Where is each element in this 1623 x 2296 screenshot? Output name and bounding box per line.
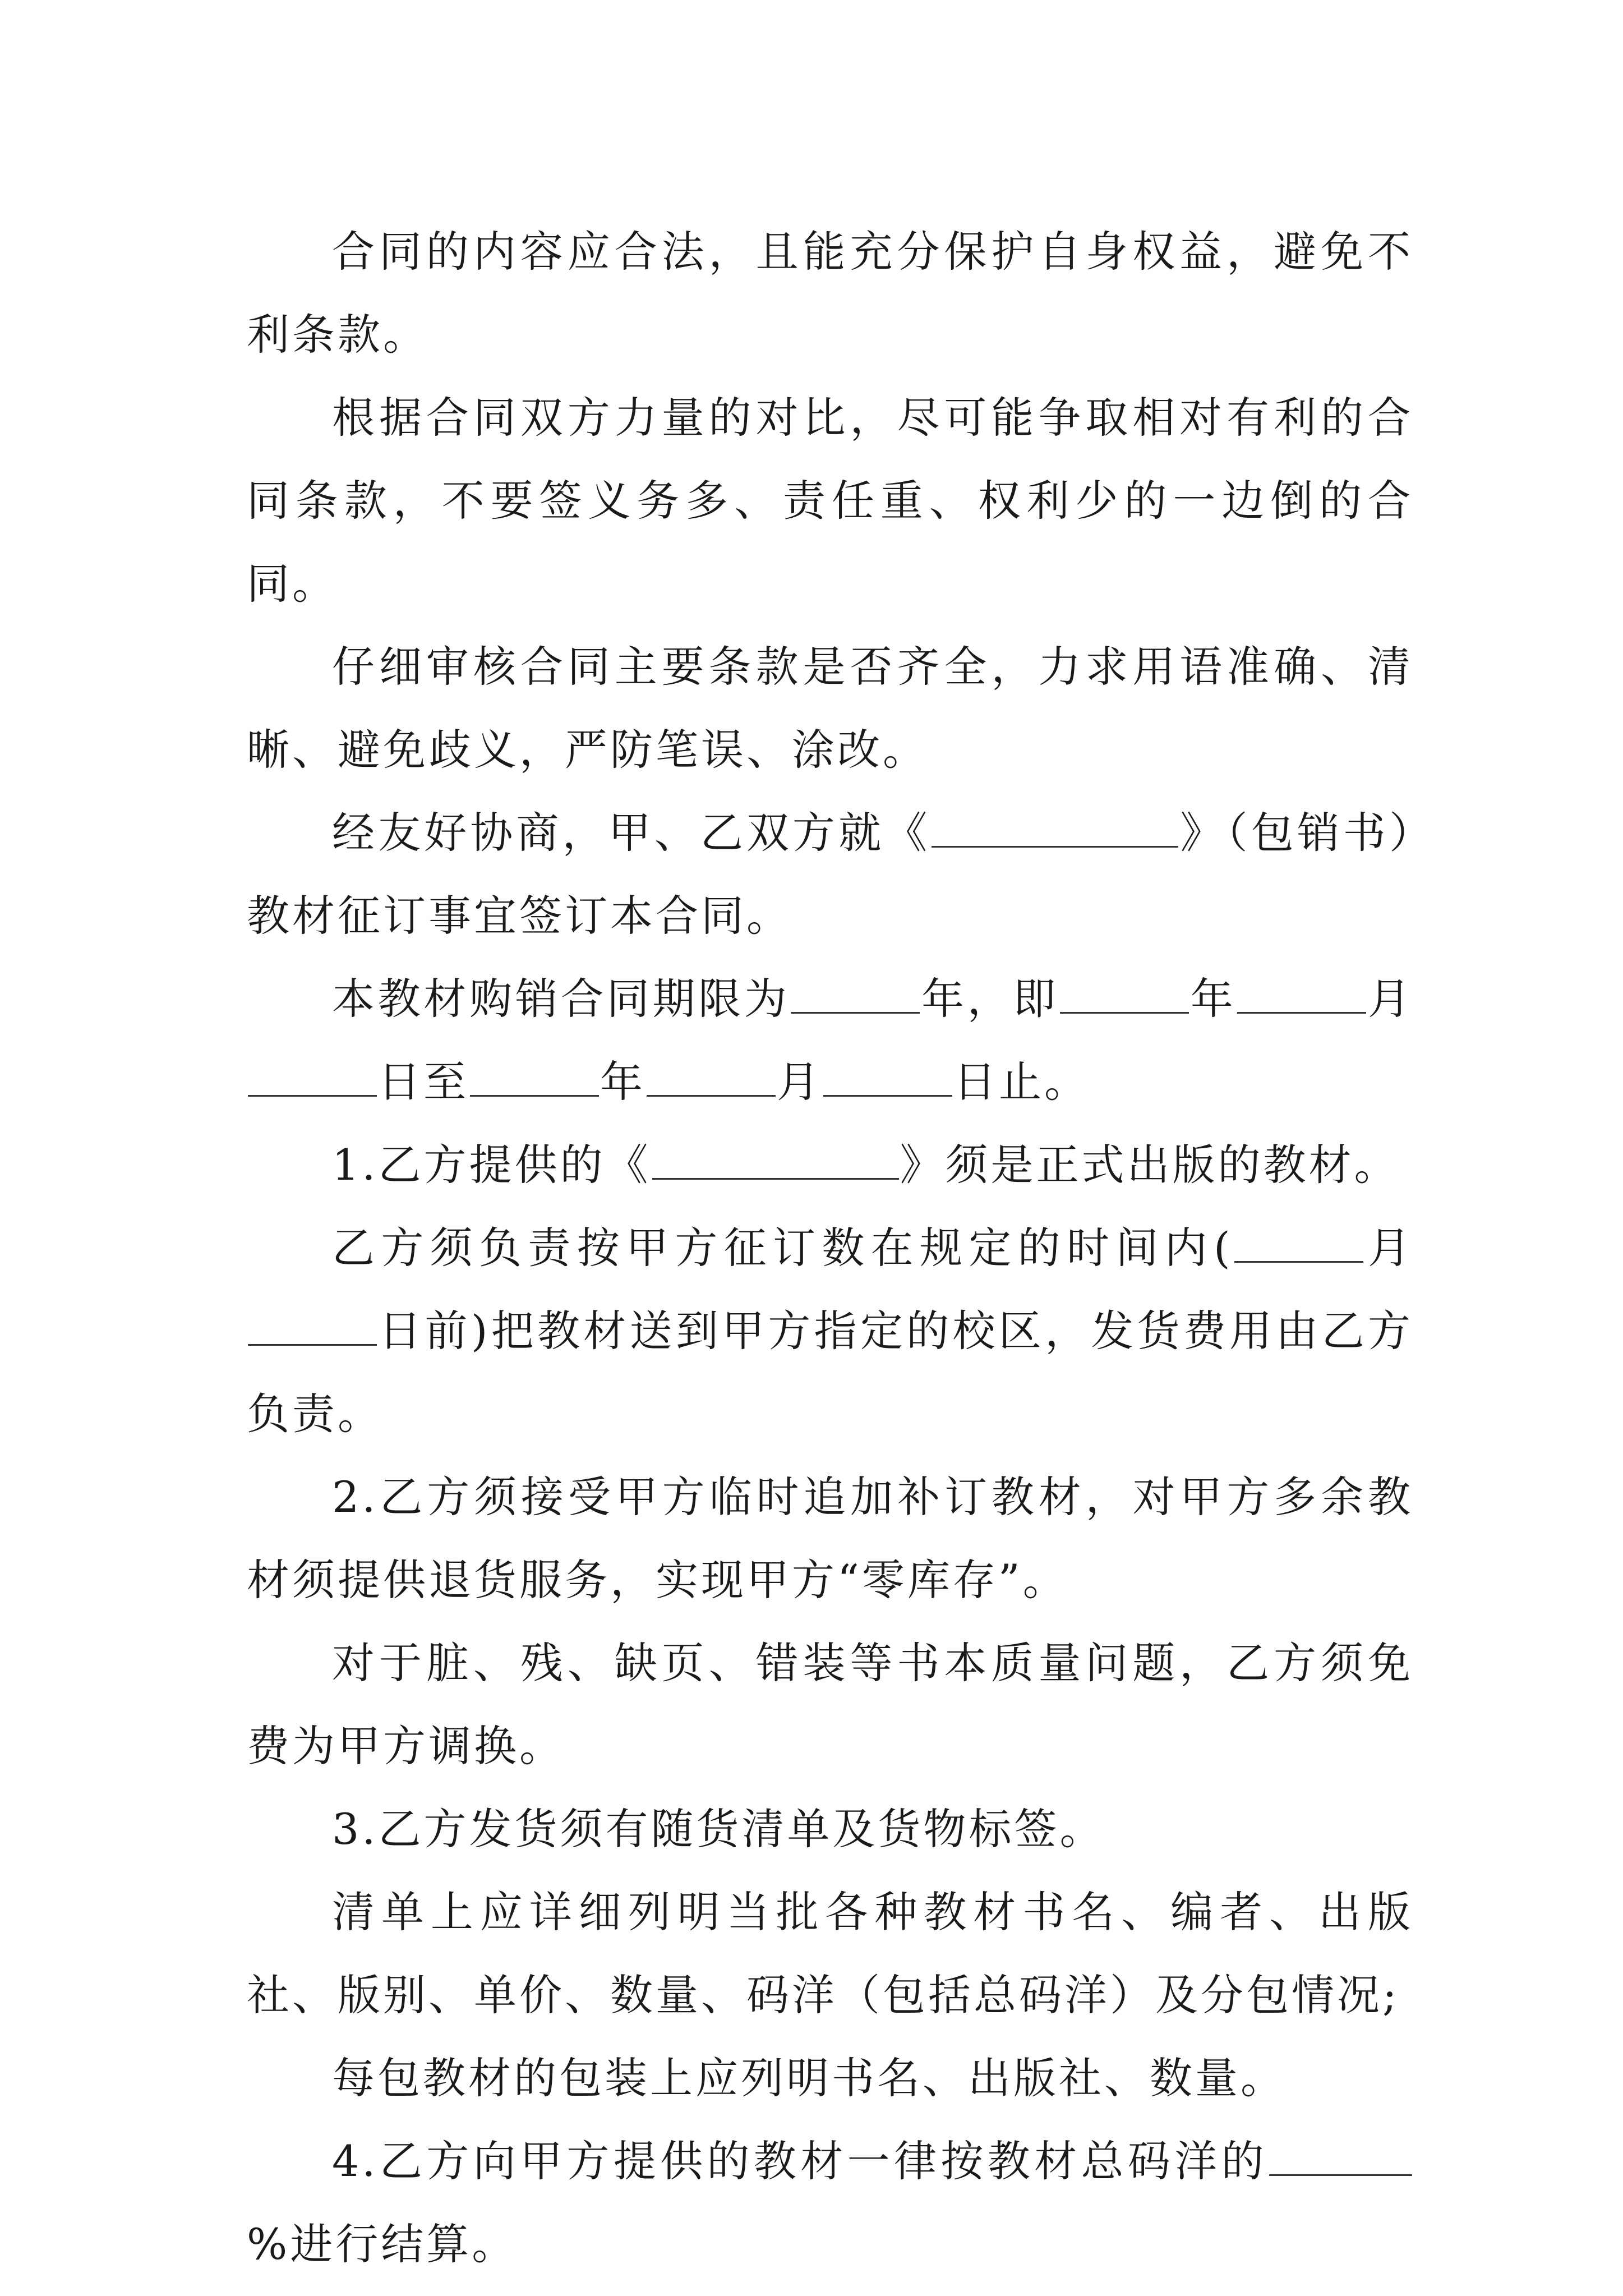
text-segment: 年	[1190, 974, 1237, 1024]
text-segment: 月	[777, 1057, 822, 1107]
paragraph-quality-exchange: 对于脏、残、缺页、错装等书本质量问题，乙方须免费为甲方调换。	[247, 1638, 1413, 1771]
text-segment: 1.乙方提供的《	[332, 1140, 651, 1190]
text-segment: 月	[1367, 974, 1414, 1024]
blank-end-month[interactable]	[647, 1061, 776, 1097]
text-segment: 》（包销书）教材征订事宜签订本合同。	[247, 808, 1414, 941]
contract-body	[247, 210, 1413, 2286]
text-segment: 日止。	[953, 1057, 1090, 1107]
blank-delivery-day[interactable]	[248, 1310, 377, 1346]
blank-start-year[interactable]	[1060, 978, 1189, 1014]
text-segment: 乙方须负责按甲方征订数在规定的时间内(	[332, 1223, 1233, 1273]
blank-start-month[interactable]	[1237, 978, 1366, 1014]
text-segment: 年，即	[921, 974, 1059, 1024]
blank-delivery-month[interactable]	[1234, 1227, 1363, 1263]
text-segment: 日至	[378, 1057, 469, 1107]
text-segment: %进行结算。	[247, 2219, 518, 2269]
text-segment: 4.乙方向甲方提供的教材一律按教材总码洋的	[332, 2136, 1268, 2186]
paragraph-balance-of-power: 根据合同双方力量的对比，尽可能争取相对有利的合同条款，不要签义务多、责任重、权利少的一边倒的合同。	[247, 393, 1413, 609]
blank-start-day[interactable]	[248, 1061, 377, 1097]
text-segment: 月	[1364, 1223, 1414, 1273]
blank-textbook-title[interactable]	[652, 1144, 899, 1180]
blank-book-title[interactable]	[932, 812, 1178, 848]
text-segment: 经友好协商，甲、乙双方就《	[332, 808, 931, 858]
text-segment: 年	[600, 1057, 645, 1107]
paragraph-delivery	[247, 1207, 1413, 1456]
paragraph-package-label: 每包教材的包装上应列明书名、出版社、数量。	[332, 2053, 1286, 2103]
paragraph-contract-term	[247, 958, 1413, 1124]
paragraph-review-clauses: 仔细审核合同主要条款是否齐全，力求用语准确、清晰、避免歧义，严防笔误、涂改。	[247, 642, 1413, 775]
paragraph-legal-content: 合同的内容应合法，且能充分保护自身权益，避免不利条款。	[247, 227, 1413, 360]
paragraph-clause-4	[247, 2120, 1413, 2286]
paragraph-clause-1	[247, 1124, 1413, 1207]
text-segment: 》须是正式出版的教材。	[900, 1140, 1400, 1190]
blank-settlement-percent[interactable]	[1269, 2141, 1412, 2176]
text-segment: 本教材购销合同期限为	[332, 974, 790, 1024]
text-segment: 日前)把教材送到甲方指定的校区，发货费用由乙方负责。	[247, 1306, 1413, 1439]
blank-end-day[interactable]	[823, 1061, 952, 1097]
blank-end-year[interactable]	[470, 1061, 599, 1097]
blank-term-years[interactable]	[791, 978, 920, 1014]
paragraph-agreement-intro	[247, 792, 1413, 958]
paragraph-clause-2: 2.乙方须接受甲方临时追加补订教材，对甲方多余教材须提供退货服务，实现甲方“零库存”。	[247, 1472, 1413, 1605]
paragraph-shipping-list: 清单上应详细列明当批各种教材书名、编者、出版社、版别、单价、数量、码洋（包括总码洋）及分包情况;	[247, 1887, 1413, 2020]
paragraph-clause-3: 3.乙方发货须有随货清单及货物标签。	[332, 1804, 1105, 1854]
